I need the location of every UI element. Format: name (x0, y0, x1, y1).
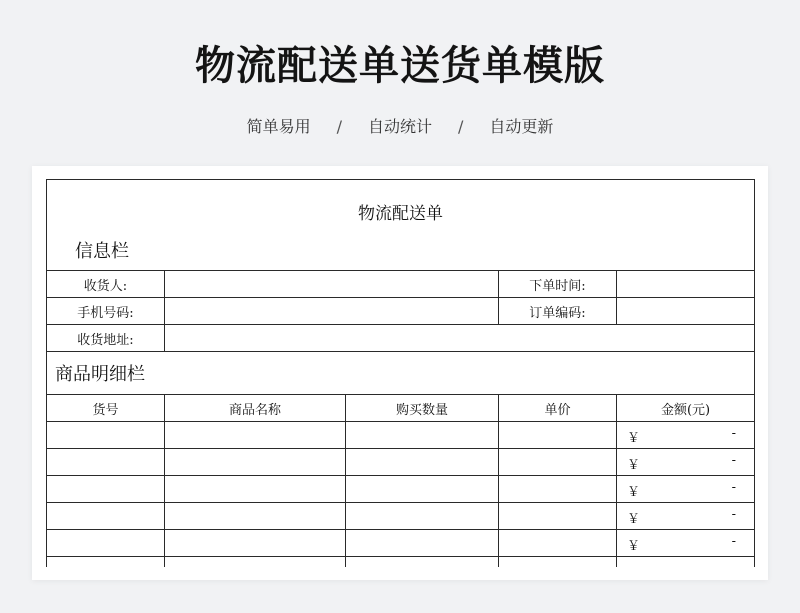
item-no-cell[interactable] (47, 476, 165, 503)
quantity-cell[interactable] (346, 476, 499, 503)
feature-tagline (0, 114, 800, 137)
amount-value: - (731, 507, 737, 522)
item-no-cell[interactable] (47, 557, 165, 568)
quantity-cell[interactable] (346, 503, 499, 530)
col-header-item-no: 货号 (47, 395, 165, 422)
currency-symbol: ￥ (627, 458, 641, 473)
product-name-cell[interactable] (165, 503, 346, 530)
table-row-partial (47, 557, 755, 568)
currency-symbol: ￥ (627, 512, 641, 527)
col-header-unit-price: 单价 (499, 395, 617, 422)
receiver-row (47, 271, 755, 298)
unit-price-cell[interactable] (499, 503, 617, 530)
receiver-label: 收货人: (47, 271, 165, 298)
address-row (47, 325, 755, 352)
col-header-amount: 金额(元) (617, 395, 755, 422)
order-no-field[interactable] (617, 298, 755, 325)
table-row (47, 422, 755, 449)
col-header-product-name: 商品名称 (165, 395, 346, 422)
address-field[interactable] (165, 325, 755, 352)
product-name-cell[interactable] (165, 449, 346, 476)
order-time-field[interactable] (617, 271, 755, 298)
amount-value: - (731, 426, 737, 441)
item-no-cell[interactable] (47, 422, 165, 449)
form-title: 物流配送单 (47, 180, 755, 231)
unit-price-cell[interactable] (499, 557, 617, 568)
amount-value: - (731, 453, 737, 468)
quantity-cell[interactable] (346, 557, 499, 568)
item-no-cell[interactable] (47, 530, 165, 557)
amount-cell (617, 503, 755, 530)
item-no-cell[interactable] (47, 503, 165, 530)
form-sheet (32, 166, 768, 580)
currency-symbol: ￥ (627, 485, 641, 500)
order-time-label: 下单时间: (499, 271, 617, 298)
currency-symbol: ￥ (627, 539, 641, 554)
quantity-cell[interactable] (346, 530, 499, 557)
item-no-cell[interactable] (47, 449, 165, 476)
currency-symbol: ￥ (627, 431, 641, 446)
receiver-field[interactable] (165, 271, 499, 298)
feature-easy: 简单易用 (246, 117, 311, 136)
phone-field[interactable] (165, 298, 499, 325)
quantity-cell[interactable] (346, 422, 499, 449)
separator: / (458, 117, 464, 136)
table-row (47, 530, 755, 557)
product-name-cell[interactable] (165, 422, 346, 449)
amount-cell (617, 557, 755, 568)
amount-cell (617, 422, 755, 449)
separator: / (336, 117, 342, 136)
unit-price-cell[interactable] (499, 422, 617, 449)
feature-auto-update: 自动更新 (489, 117, 554, 136)
table-row (47, 503, 755, 530)
amount-cell (617, 530, 755, 557)
feature-auto-stats: 自动统计 (367, 117, 432, 136)
address-label: 收货地址: (47, 325, 165, 352)
unit-price-cell[interactable] (499, 449, 617, 476)
page-title: 物流配送单送货单模版 (195, 43, 605, 89)
amount-value: - (731, 534, 737, 549)
phone-row (47, 298, 755, 325)
table-row (47, 476, 755, 503)
goods-section-heading: 商品明细栏 (47, 352, 755, 395)
product-name-cell[interactable] (165, 530, 346, 557)
amount-cell (617, 449, 755, 476)
phone-label: 手机号码: (47, 298, 165, 325)
amount-cell (617, 476, 755, 503)
product-name-cell[interactable] (165, 476, 346, 503)
col-header-quantity: 购买数量 (346, 395, 499, 422)
unit-price-cell[interactable] (499, 476, 617, 503)
product-name-cell[interactable] (165, 557, 346, 568)
amount-value: - (731, 480, 737, 495)
info-section-heading: 信息栏 (47, 230, 755, 271)
unit-price-cell[interactable] (499, 530, 617, 557)
delivery-form-table (46, 179, 755, 567)
order-no-label: 订单编码: (499, 298, 617, 325)
goods-header-row (47, 395, 755, 422)
quantity-cell[interactable] (346, 449, 499, 476)
table-row (47, 449, 755, 476)
